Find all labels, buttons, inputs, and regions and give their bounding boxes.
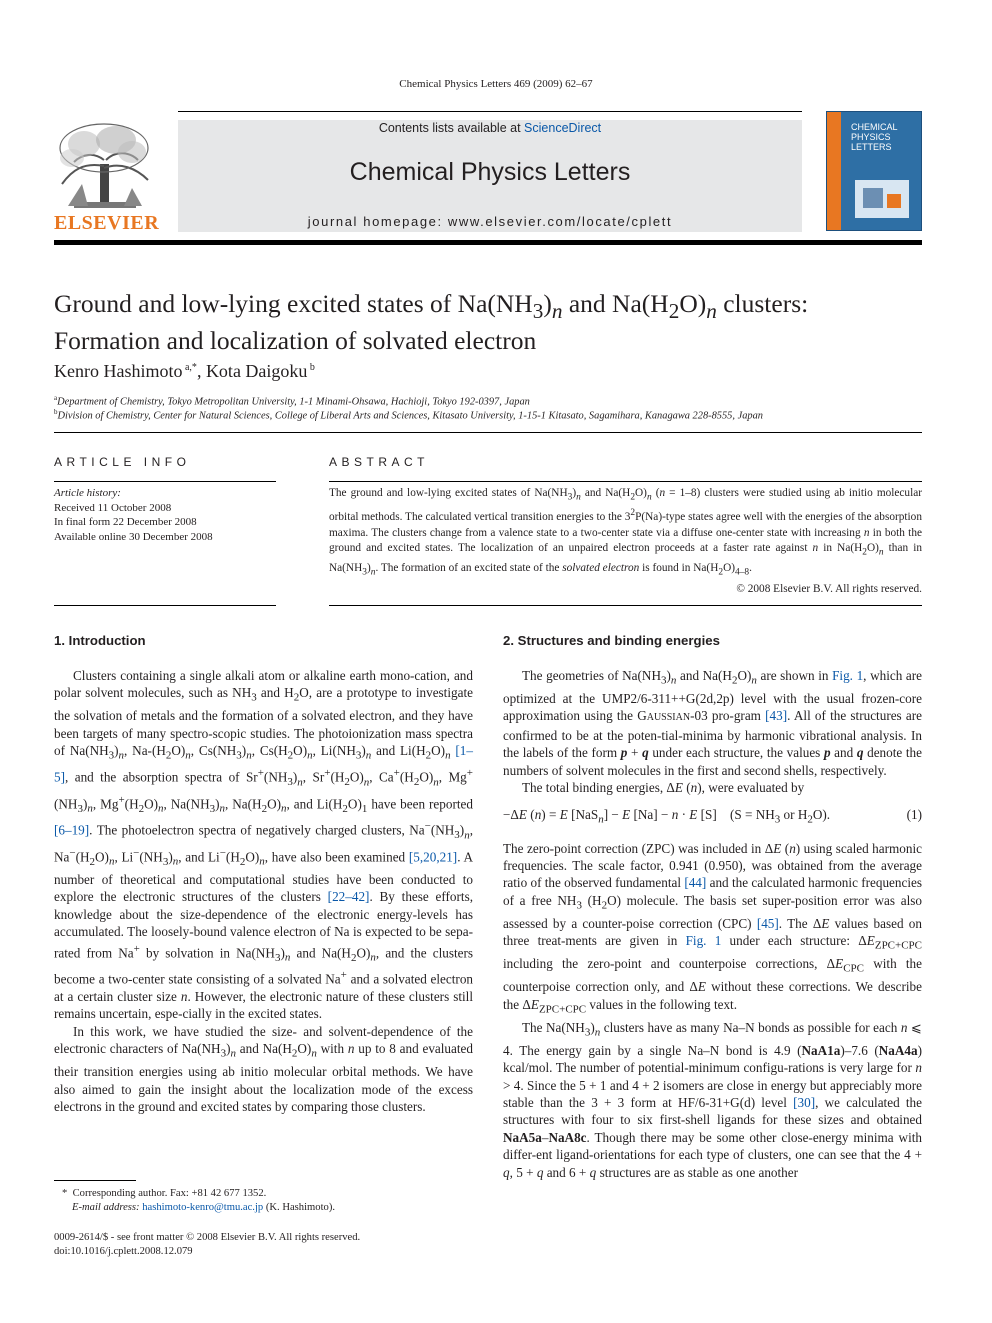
equation-1 <box>503 806 922 829</box>
contents-prefix: Contents lists available at <box>378 121 521 135</box>
paragraph: Clusters containing a single alkali atom or alkaline earth mono-cation, and polar solvent molecules, such as $NH_3$ and $H_2O$, are a prototype to investigate the solvation of metals and the formation of a solvated electron, and they have been targets of many spectro-scopic studies. The photoionization mass spectra of $Na(NH_3)_n$, $Na-(H_2O)_n$, $Cs(NH_3)_n$, $Cs(H_2O)_n$, $Li(NH_3)_n$ and $Li(H_2O)_n$ [1–5], and the absorption spectra of $Sr^+(NH_3)_n$, $Sr^+(H_2O)_n$, $Ca^+(H_2O)_n$, $Mg^+(NH_3)_n$, $Mg^+(H_2O)_n$, $Na(NH_3)_n$, $Na(H_2O)_n$, and $Li(H_2O)_1$ have been reported [6–19]. The photoelectron spectra of negatively charged clusters, $Na^-(NH_3)_n$, $Na^-(H_2O)_n$, $Li^-(NH_3)_n$, and $Li^-(H_2O)_n$, have also been examined [5,20,21]. A number of theoretical and computational studies have been conducted to explore the electronic structures of the clusters [22–42]. By these efforts, knowledge about the size-dependence of the electronic energy-levels has accumulated. The loosely-bound valence electron of Na is expected to be sepa-rated from Na+ by solvation in $Na(NH_3)_n$ and $Na(H_2O)_n$, and the clusters become a two-center state consisting of a solvated Na+ and a solvated electron at a certain cluster size n. However, the electronic nature of these clusters still remains uncertain, espe-cially in the excited states. <box>54 668 474 1022</box>
section-2-body <box>503 667 922 1181</box>
cover-strip <box>827 112 841 231</box>
header-thick-rule <box>54 240 922 245</box>
received-date: Received 11 October 2008 <box>54 501 172 514</box>
cover-title <box>851 122 898 152</box>
cover-title-line: LETTERS <box>851 142 892 152</box>
header-rule <box>178 111 802 112</box>
journal-title: Chemical Physics Letters <box>349 158 631 186</box>
article-info-label: ARTICLE INFO <box>54 455 191 469</box>
paragraph: The zero-point correction (ZPC) was included in ΔE (n) using scaled harmonic frequencies. The scale factor, 0.941 (0.950), was obtained from the average ratio of the observed fundamental [44] and the calculated harmonic frequencies of a free $NH_3$ $(H_2O)$ molecule. The basis set super-position error was also assessed by a counter-poise correction (CPC) [45]. The ΔE values based on three treat-ments are given in Fig. 1 under each structure: $\Delta E_{ZPC+CPC}$ including the zero-point and counterpoise corrections, $\Delta E_{CPC}$ with the counterpoise correction only, and ΔE without these corrections. We describe the $\Delta E_{ZPC+CPC}$ values in the following text. <box>503 840 923 1016</box>
section-1-heading: 1. Introduction <box>54 633 146 648</box>
article-title-line2: Formation and localization of solvated electron <box>54 326 537 356</box>
abstract-body <box>329 486 922 597</box>
abstract-copyright: © 2008 Elsevier B.V. All rights reserved. <box>736 582 922 595</box>
journal-cover-image <box>826 111 922 231</box>
footnotes <box>62 1187 472 1215</box>
equation-body: −ΔE (n) = E [NaS$_n$] − E [Na] − n · E [S] ($S = NH_3$ or $H_2O$). <box>503 807 831 827</box>
abstract-label: ABSTRACT <box>329 455 430 469</box>
abstract-bottom-rule <box>329 605 922 606</box>
elsevier-wordmark: ELSEVIER <box>54 212 160 234</box>
history-label: Article history: <box>54 487 121 499</box>
affiliation-rule <box>54 432 922 433</box>
corresponding-author-note: * Corresponding author. Fax: +81 42 677 1352. <box>62 1188 267 1199</box>
affiliation-a: $^a$Department of Chemistry, Tokyo Metropolitan University, 1-1 Minami-Ohsawa, Hachioji, Tokyo 192-0397, Japan <box>54 394 530 408</box>
final-form-date: In final form 22 December 2008 <box>54 516 197 528</box>
contents-availability <box>178 121 802 135</box>
abstract-rule <box>329 481 922 482</box>
article-history <box>54 486 276 544</box>
cover-graphic <box>851 174 915 224</box>
article-title-line1: Ground and low-lying excited states of $Na(NH_3)_n$ and $Na(H_2O)_n$ clusters: <box>54 289 809 324</box>
paragraph: In this work, we have studied the size- and solvent-dependence of the electronic characters of $Na(NH_3)_n$ and $Na(H_2O)_n$ with n up to 8 and evaluated their transition energies using ab initio molecular orbital methods. We have also aimed to gain the insight about the localization mode of the excess electrons in the ground and excited states by comparing those clusters. <box>54 1023 473 1114</box>
doi-line: doi:10.1016/j.cplett.2008.12.079 <box>54 1246 193 1257</box>
issn-line: 0009-2614/$ - see front matter © 2008 Elsevier B.V. All rights reserved. <box>54 1232 361 1243</box>
article-info-rule <box>54 481 276 482</box>
cover-title-line: CHEMICAL <box>851 122 898 132</box>
paragraph: The total binding energies, ΔE (n), were evaluated by <box>522 780 805 796</box>
affiliation-b: $^b$Division of Chemistry, Center for Natural Sciences, College of Liberal Arts and Sciences, Kitasato University, 1-15-1 Kitasato, Sagamihara, Kanagawa 228-8555, Japan <box>54 408 763 422</box>
paragraph: The $Na(NH_3)_n$ clusters have as many Na–N bonds as possible for each n ⩽ 4. The energy gain by a single Na–N bond is 4.9 (NaA1a)–7.6 (NaA4a) kcal/mol. The number of potential-minimum configu-rations is very large for n > 4. Since the 5 + 1 and 4 + 2 isomers are close in energy but appreciably more stable than the 3 + 3 form at HF/6-31+G(d) level [30], we calculated the structures with four to six first-shell ligands for these sizes and obtained NaA5a–NaA8c. Though there may be some other close-energy minima with differ-ent ligand-orientations for each type of clusters, one can see that the 4 + q, 5 + q and 6 + q structures are as stable as one another <box>503 1019 922 1180</box>
online-date: Available online 30 December 2008 <box>54 530 213 543</box>
cover-title-line: PHYSICS <box>851 132 891 142</box>
section-1-body <box>54 667 473 1115</box>
section-2-heading: 2. Structures and binding energies <box>503 633 720 648</box>
author-list: Kenro Hashimoto $^{a,*}$, Kota Daigoku $^b$ <box>54 361 315 381</box>
journal-homepage[interactable]: journal homepage: www.elsevier.com/locate/cplett <box>307 214 673 229</box>
sciencedirect-link[interactable]: ScienceDirect <box>524 121 602 135</box>
equation-number: (1) <box>906 807 922 823</box>
email-note: E-mail address: hashimoto-kenro@tmu.ac.jp (K. Hashimoto). <box>72 1202 335 1213</box>
paragraph: The geometries of $Na(NH_3)_n$ and $Na(H_2O)_n$ are shown in Fig. 1, which are optimized at the UMP2/6-311++G(2d,2p) level with the usual frozen-core approximation using the GAUSSIAN-03 pro-gram [43]. All of the structures are confirmed to be at the poten-tial-minima by harmonic vibrational analysis. In the labels of the form p + q under each structure, the values p and q denote the numbers of solvent molecules in the first and second shells, respectively. <box>503 668 923 778</box>
article-info-bottom-rule <box>54 605 276 606</box>
article-title <box>54 289 922 356</box>
abstract-text: The ground and low-lying excited states of $Na(NH_3)_n$ and $Na(H_2O)_n$ (n = 1–8) clusters were studied using ab initio molecular orbital methods. The calculated vertical transition energies to the $3^2P(Na)$-type states agree well with the energies of the absorption maxima. The clusters change from a valence state to a two-center state via a diffuse one-center state with increasing n in both the ground and excited states. The localization of an unpaired electron proceeds at a faster rate against n in $Na(H_2O)_n$ than in $Na(NH_3)_n$. The formation of an excited state of the solvated electron is found in $Na(H_2O)_{4-8}$. <box>329 487 922 578</box>
journal-reference: Chemical Physics Letters 469 (2009) 62–67 <box>399 78 593 90</box>
page-footer <box>54 1231 474 1259</box>
footnote-rule <box>54 1180 136 1181</box>
